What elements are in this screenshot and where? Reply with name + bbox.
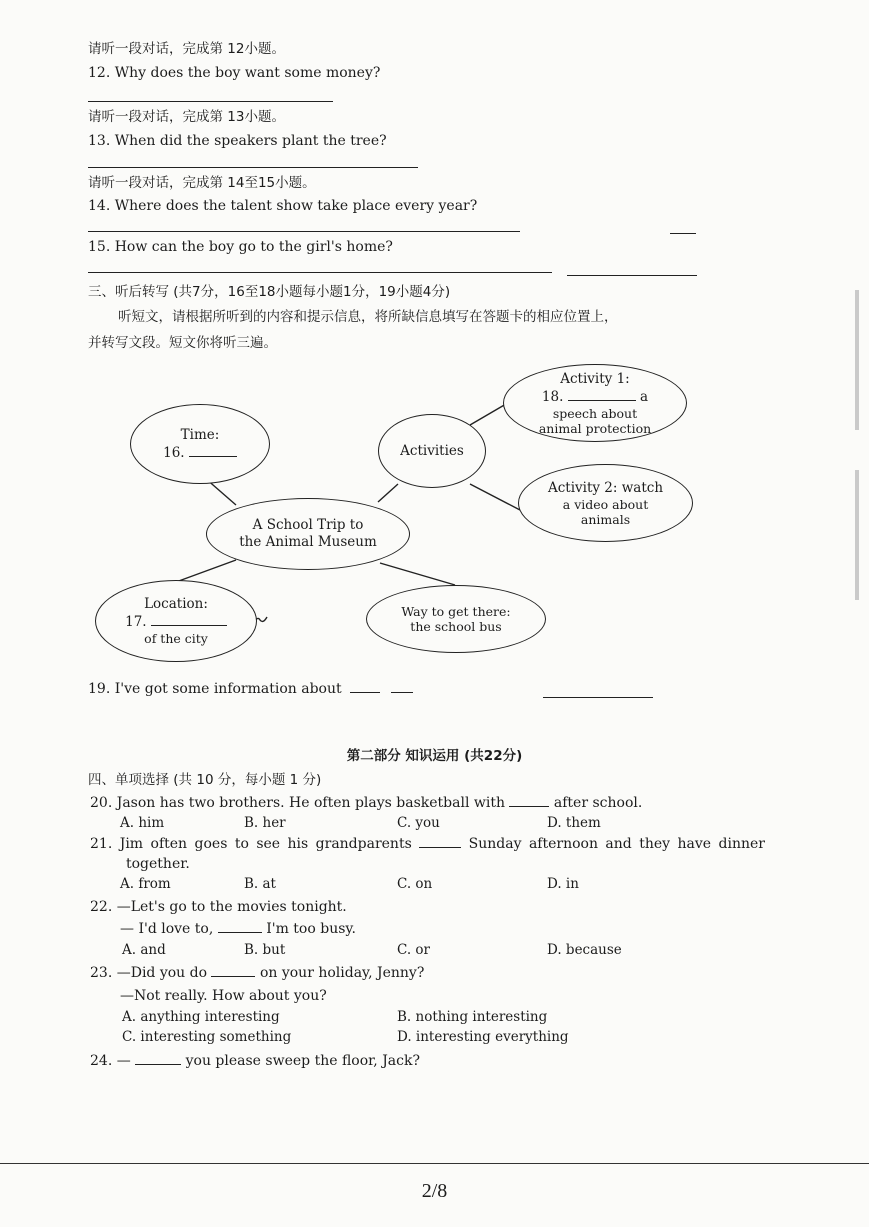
activity1-blank-row	[542, 388, 648, 406]
way-label: Way to get there:	[401, 604, 511, 619]
center-title-line2: the Animal Museum	[239, 534, 377, 550]
q16-number: 16.	[163, 444, 185, 461]
q22-reply-end: I'm too busy.	[266, 921, 356, 937]
q23-option-c[interactable]: C. interesting something	[122, 1029, 292, 1045]
q18-blank[interactable]	[568, 388, 636, 401]
q23-option-a[interactable]: A. anything interesting	[122, 1009, 280, 1025]
q18-number: 18.	[541, 388, 564, 405]
q21-stem-cont: together.	[126, 856, 190, 872]
page-number: 2/8	[421, 1180, 448, 1202]
q22-option-c[interactable]: C. or	[397, 942, 431, 958]
q21-option-b[interactable]: B. at	[244, 876, 276, 892]
q21-stem-end: Sunday afternoon and they have dinner	[468, 836, 765, 852]
q23-stem-end: on your holiday, Jenny?	[259, 965, 425, 981]
q23-option-d[interactable]: D. interesting everything	[397, 1029, 569, 1045]
activity2-line3: animals	[580, 511, 631, 527]
mindmap-way-node	[366, 585, 546, 653]
activity1-article: a	[640, 388, 649, 405]
mindmap-activity1-node	[503, 364, 687, 442]
q19-prompt: 19. I've got some information about	[88, 681, 342, 697]
q22-stem: 22. —Let's go to the movies tonight.	[90, 899, 347, 915]
q20-option-a[interactable]: A. him	[120, 815, 165, 831]
q22-option-a[interactable]: A. and	[122, 942, 166, 958]
q14-text: 14. Where does the talent show take place every year?	[88, 198, 478, 214]
q19-blank-1[interactable]	[350, 680, 380, 693]
way-value: the school bus	[410, 619, 502, 634]
scan-edge-mark-lower	[855, 470, 859, 600]
q24-stem	[90, 1052, 420, 1070]
scan-edge-mark	[855, 290, 859, 430]
q13-text: 13. When did the speakers plant the tree?	[88, 133, 387, 149]
q24-stem-end: you please sweep the floor, Jack?	[185, 1053, 420, 1069]
section3-heading: 三、听后转写 (共7分，16至18小题每小题1分，19小题4分)	[88, 284, 451, 300]
q20-option-c[interactable]: C. you	[397, 815, 440, 831]
q23-stem	[90, 964, 424, 982]
q23-blank[interactable]	[211, 964, 255, 977]
q15-text: 15. How can the boy go to the girl's home?	[88, 239, 393, 255]
activities-label: Activities	[400, 442, 464, 459]
q22-blank[interactable]	[218, 920, 262, 933]
q20-stem-start: 20. Jason has two brothers. He often plays basketball with	[90, 795, 505, 811]
mindmap-location-node	[95, 580, 257, 662]
q21-option-c[interactable]: C. on	[397, 876, 433, 892]
center-title-line1: A School Trip to	[252, 517, 364, 533]
activity2-label: Activity 2: watch	[547, 479, 664, 496]
q24-stem-start: 24. —	[90, 1053, 131, 1069]
mindmap-time-node	[130, 404, 270, 484]
activity1-label: Activity 1:	[560, 370, 630, 387]
q23-stem-start: 23. —Did you do	[90, 965, 208, 981]
q21-option-a[interactable]: A. from	[120, 876, 171, 892]
location-line3: of the city	[144, 631, 208, 646]
q21-stem-start: 21. Jim often goes to see his grandparents	[90, 836, 412, 852]
time-label: Time:	[180, 426, 220, 443]
q12-intro: 请听一段对话，完成第 12小题。	[88, 41, 285, 57]
q19-text	[88, 680, 413, 698]
q22-reply-start: — I'd love to,	[120, 921, 214, 937]
location-blank-row	[125, 613, 227, 631]
q20-stem-end: after school.	[553, 795, 643, 811]
q17-blank[interactable]	[151, 613, 227, 626]
q20-option-b[interactable]: B. her	[244, 815, 286, 831]
part2-title: 第二部分 知识运用 (共22分)	[346, 748, 523, 764]
q22-reply	[120, 920, 356, 938]
q16-blank[interactable]	[189, 444, 237, 457]
q21-option-d[interactable]: D. in	[547, 876, 579, 892]
section3-instruction-cont: 并转写文段。短文你将听三遍。	[88, 335, 277, 351]
section3-instruction: 听短文，请根据所听到的内容和提示信息，将所缺信息填写在答题卡的相应位置上，	[118, 309, 618, 325]
q22-option-d[interactable]: D. because	[547, 942, 622, 958]
location-label: Location:	[144, 596, 208, 612]
q22-option-b[interactable]: B. but	[244, 942, 286, 958]
mindmap-activity2-node	[518, 464, 693, 542]
q19-answer-line-end[interactable]	[543, 697, 653, 698]
q23-reply: —Not really. How about you?	[120, 988, 327, 1004]
q23-option-b[interactable]: B. nothing interesting	[397, 1009, 548, 1025]
q21-stem	[90, 835, 765, 853]
q20-stem	[90, 794, 642, 812]
q20-option-d[interactable]: D. them	[547, 815, 601, 831]
q21-blank[interactable]	[419, 835, 461, 848]
activity1-line4: animal protection	[538, 420, 652, 436]
q24-blank[interactable]	[135, 1052, 181, 1065]
activity2-line2: a video about	[562, 496, 649, 512]
section4-heading: 四、单项选择 (共 10 分，每小题 1 分)	[88, 772, 322, 788]
mindmap-activities-node	[378, 414, 486, 488]
q20-blank[interactable]	[509, 794, 549, 807]
activity1-line3: speech about	[552, 405, 638, 421]
time-blank-row	[163, 444, 237, 462]
q13-intro: 请听一段对话，完成第 13小题。	[88, 109, 285, 125]
footer-divider	[0, 1163, 869, 1164]
q12-text: 12. Why does the boy want some money?	[88, 65, 381, 81]
q17-number: 17.	[125, 614, 147, 630]
q19-blank-2[interactable]	[391, 680, 413, 693]
mindmap-center-node	[206, 498, 410, 570]
q14-intro: 请听一段对话，完成第 14至15小题。	[88, 175, 316, 191]
